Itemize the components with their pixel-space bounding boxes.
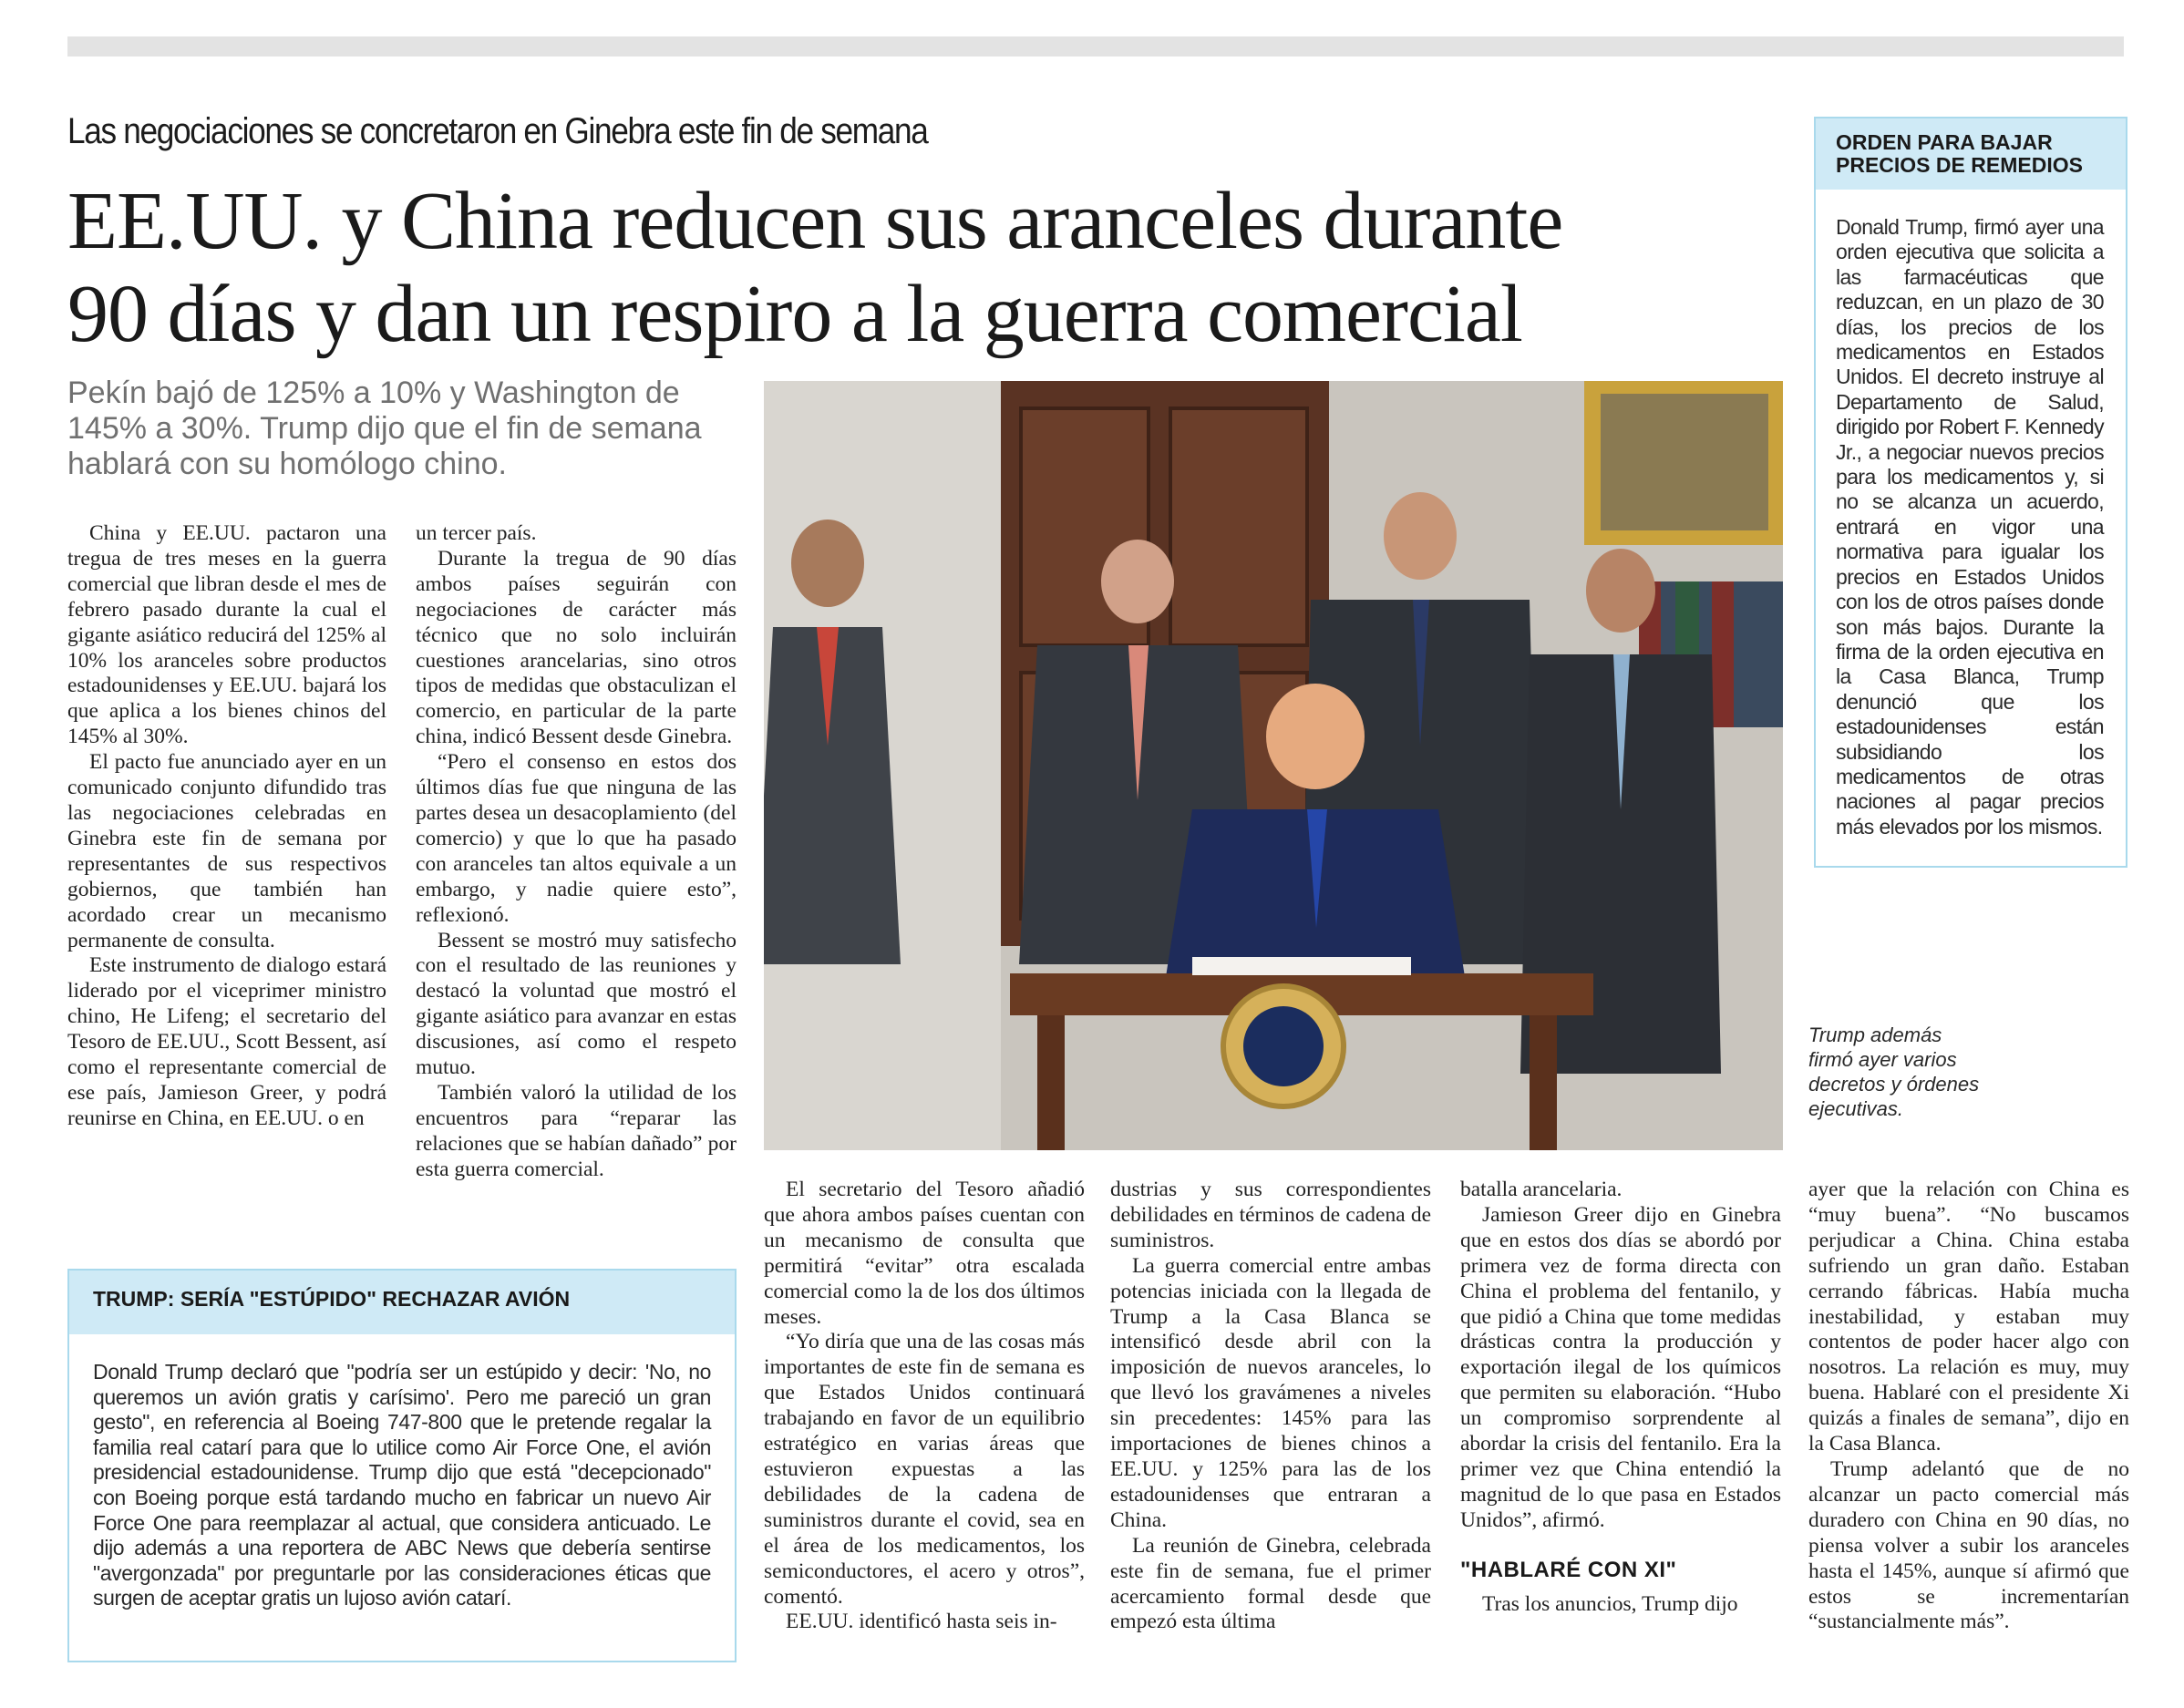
paragraph: También valoró la utilidad de los encuentros para “reparar las relaciones que se habían dañado” por esta guerra comercial. xyxy=(416,1080,737,1181)
paragraph: La reunión de Ginebra, celebrada este fin de semana, fue el primer acercamiento formal desde que empezó esta última xyxy=(1110,1533,1431,1634)
airplane-box xyxy=(67,1269,737,1662)
kicker: Las negociaciones se concretaron en Ginebra este fin de semana xyxy=(67,111,928,151)
paragraph: Bessent se mostró muy satisfecho con el resultado de las reuniones y destacó la voluntad que mostró el gigante asiático para avanzar en estas discusiones, así como el respeto mutuo. xyxy=(416,928,737,1080)
top-rule xyxy=(67,36,2124,57)
paragraph: El pacto fue anunciado ayer en un comunicado conjunto difundido tras las negociaciones celebradas en Ginebra este fin de semana por representantes de sus respectivos gobiernos, que también han acordado crear un mecanismo permanente de consulta. xyxy=(67,750,386,952)
article-column-3 xyxy=(764,1178,1085,1672)
sidebar-box xyxy=(1814,117,2127,868)
headline-line-1: EE.UU. y China reducen sus aranceles durante xyxy=(67,176,1563,266)
article-column-1 xyxy=(67,521,386,1240)
paragraph: Tras los anuncios, Trump dijo xyxy=(1482,1591,1738,1616)
headline xyxy=(67,175,1708,361)
box-title: TRUMP: SERÍA "ESTÚPIDO" RECHAZAR AVIÓN xyxy=(69,1271,735,1334)
article-column-6 xyxy=(1808,1178,2129,1672)
paragraph: batalla arancelaria. xyxy=(1460,1178,1623,1201)
headline-line-2: 90 días y dan un respiro a la guerra comercial xyxy=(67,269,1522,359)
sidebar-body: Donald Trump, firmó ayer una orden ejecutiva que solicita a las farmacéuticas que reduzcan, en un plazo de 30 días, los precios de los medicamentos en Estados Unidos. El decreto instruye al Departamento de Salud, dirigido por Robert F. Kennedy Jr., a negociar nuevos precios para los medicamentos y, si no se alcanza un acuerdo, entrará en vigor una normativa para igualar los precios en Estados Unidos con los de otros países donde son más bajos. Durante la firma de la orden ejecutiva en la Casa Blanca, Trump denunció que los estadounidenses están subsidiando los medicamentos de otras naciones al pagar precios más elevados por los mismos. xyxy=(1836,215,2104,839)
sidebar-title: ORDEN PARA BAJAR PRECIOS DE REMEDIOS xyxy=(1816,118,2126,190)
paragraph: El secretario del Tesoro añadió que ahora ambos países cuentan con un mecanismo de consulta que permitirá “evitar” otra escalada comercial como la de los dos últimos meses. xyxy=(764,1178,1085,1329)
photo-caption: Trump además firmó ayer varios decretos y órdenes ejecutivas. xyxy=(1808,1024,1980,1120)
paragraph: un tercer país. xyxy=(416,521,537,545)
paragraph: La guerra comercial entre ambas potencias iniciada con la llegada de Trump a la Casa Blanca se intensificó desde abril con la imposición de nuevos aranceles, lo que llevó los gravámenes a niveles sin precedentes: 145% para las importaciones de bienes chinos a EE.UU. y 125% para las de los estadounidenses que entraran a China. xyxy=(1110,1253,1431,1532)
article-column-2 xyxy=(416,521,737,1240)
box-body: Donald Trump declaró que "podría ser un estúpido y decir: 'No, no queremos un avión gratis y carísimo'. Pero me pareció un gran gesto", en referencia al Boeing 747-800 que le pretende regalar la familia real catarí para que lo utilice como Air Force One, el avión presidencial estadounidense. Trump dijo que está "decepcionado" con Boeing porque está tardando mucho en fabricar un nuevo Air Force One para reemplazar al actual, que considera anticuado. Le dijo además a una reportera de ABC News que debería sentirse "avergonzada" por preguntarle por las consideraciones éticas que surgen de aceptar gratis un lujoso avión catarí. xyxy=(93,1360,711,1610)
photo-illustration xyxy=(764,381,1783,1150)
paragraph: dustrias y sus correspondientes debilidades en términos de cadena de suministros. xyxy=(1110,1178,1431,1252)
article-column-4 xyxy=(1110,1178,1431,1672)
paragraph: “Yo diría que una de las cosas más importantes de este fin de semana es que Estados Unidos continuará trabajando en favor de un equilibrio estratégico en varias áreas que estuvieron expuestas a las debilidades de la cadena de suministros durante el covid, sea en el área de los medicamentos, los semiconductores, el acero y otros”, comentó. xyxy=(764,1330,1085,1609)
paragraph: Trump adelantó que de no alcanzar un pacto comercial más duradero con China en 90 días, no piensa volver a subir los aranceles hasta el 145%, aunque sí afirmó que estos se incrementarían “sustancialmente más”. xyxy=(1808,1456,2129,1634)
paragraph: Jamieson Greer dijo en Ginebra que en estos dos días se abordó por primera vez de forma directa con China el problema del fentanilo, y que pidió a China que tome medidas drásticas contra la producción y exportación ilegal de los químicos que permiten su elaboración. “Hubo un compromiso sorprendente al abordar la crisis del fentanilo. Era la primer vez que China entendió la magnitud de lo que pasa en Estados Unidos”, afirmó. xyxy=(1460,1202,1781,1532)
paragraph: Durante la tregua de 90 días ambos países seguirán con negociaciones de carácter más técnico que no solo incluirán cuestiones arancelarias, sino otros tipos de medidas que obstaculizan el comercio, en particular de la parte china, indicó Bessent desde Ginebra. xyxy=(416,546,737,749)
article-column-5 xyxy=(1460,1178,1781,1672)
news-photo xyxy=(764,381,1783,1150)
paragraph: “Pero el consenso en estos dos últimos días fue que ninguna de las partes desea un desacoplamiento (del comercio) y que lo que ha pasado con aranceles tan altos equivale a un embargo, y nadie quiere esto”, reflexionó. xyxy=(416,750,737,927)
paragraph: China y EE.UU. pactaron una tregua de tres meses en la guerra comercial que libran desde el mes de febrero pasado durante la cual el gigante asiático reducirá del 125% al 10% los aranceles sobre productos estadounidenses y EE.UU. bajará los que aplica a los bienes chinos del 145% al 30%. xyxy=(67,521,386,749)
paragraph: Este instrumento de dialogo estará liderado por el viceprimer ministro chino, He Lifeng; el secretario del Tesoro de EE.UU., Scott Bessent, así como el representante comercial de ese país, Jamieson Greer, y podrá reunirse en China, en EE.UU. o en xyxy=(67,953,386,1130)
paragraph: EE.UU. identificó hasta seis in- xyxy=(786,1610,1057,1634)
paragraph: ayer que la relación con China es “muy buena”. “No buscamos perjudicar a China. China estaba sufriendo un gran daño. Estaban cerrando fábricas. Había mucha inestabilidad, y estaban muy contentos de poder hacer algo con nosotros. La relación es muy, muy buena. Hablaré con el presidente Xi quizás a finales de semana”, dijo en la Casa Blanca. xyxy=(1808,1178,2129,1456)
subhead: "HABLARÉ CON XI" xyxy=(1460,1557,1677,1582)
dek: Pekín bajó de 125% a 10% y Washington de 145% a 30%. Trump dijo que el fin de semana hablará con su homólogo chino. xyxy=(67,376,702,481)
